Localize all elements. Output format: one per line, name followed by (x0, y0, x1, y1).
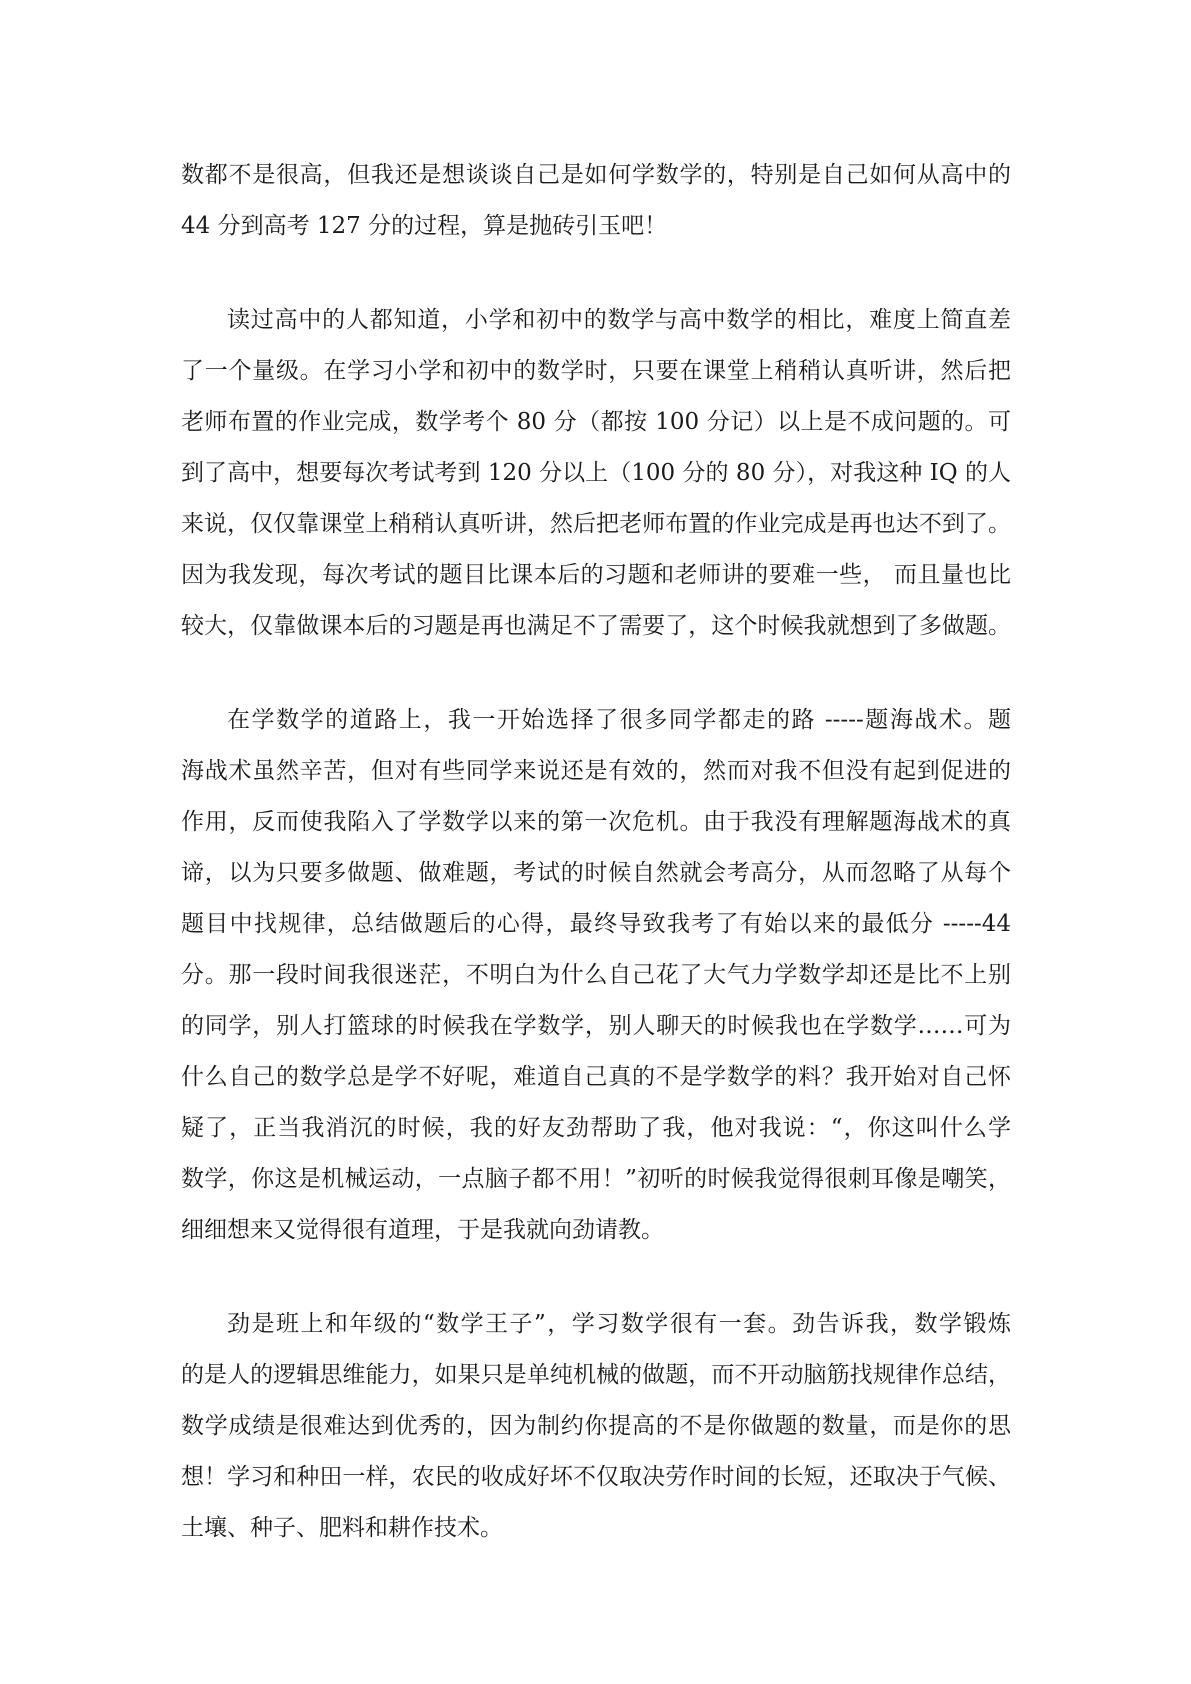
text-line: 较大，仅靠做课本后的习题是再也满足不了需要了，这个时候我就想到了多做题。 (181, 613, 1011, 639)
text-line: 读过高中的人都知道，小学和初中的数学与高中数学的相比，难度上简直差 (227, 307, 1011, 333)
text-line: 的是人的逻辑思维能力，如果只是单纯机械的做题，而不开动脑筋找规律作总结， (181, 1362, 1011, 1388)
text-line: 劲是班上和年级的“数学王子”，学习数学很有一套。劲告诉我，数学锻炼 (227, 1311, 1011, 1337)
text-line: 海战术虽然辛苦，但对有些同学来说还是有效的，然而对我不但没有起到促进的 (181, 758, 1011, 784)
text-line: 疑了，正当我消沉的时候，我的好友劲帮助了我，他对我说：“，你这叫什么学 (181, 1115, 1011, 1141)
text-line: 土壤、种子、肥料和耕作技术。 (181, 1515, 503, 1541)
text-line: 想！学习和种田一样，农民的收成好坏不仅取决劳作时间的长短，还取决于气候、 (181, 1464, 1011, 1490)
paragraph-2 (181, 295, 1011, 652)
text-line: 因为我发现，每次考试的题目比课本后的习题和老师讲的要难一些， 而且量也比 (181, 562, 1011, 588)
text-line: 来说，仅仅靠课堂上稍稍认真听讲，然后把老师布置的作业完成是再也达不到了。 (181, 511, 1011, 537)
text-line: 细细想来又觉得很有道理，于是我就向劲请教。 (181, 1217, 664, 1243)
text-line: 了一个量级。在学习小学和初中的数学时，只要在课堂上稍稍认真听讲，然后把 (181, 358, 1011, 384)
text-line: 老师布置的作业完成，数学考个 80 分（都按 100 分记）以上是不成问题的。可 (181, 409, 1011, 435)
text-line: 什么自己的数学总是学不好呢，难道自己真的不是学数学的料？我开始对自己怀 (181, 1064, 1011, 1090)
text-line: 谛，以为只要多做题、做难题，考试的时候自然就会考高分，从而忽略了从每个 (181, 860, 1011, 886)
text-line: 分。那一段时间我很迷茫，不明白为什么自己花了大气力学数学却还是比不上别 (181, 962, 1011, 988)
paragraph-3 (181, 695, 1011, 1256)
text-line: 数都不是很高，但我还是想谈谈自己是如何学数学的，特别是自己如何从高中的 (181, 162, 1011, 188)
text-line: 的同学，别人打篮球的时候我在学数学，别人聊天的时候我也在学数学……可为 (181, 1013, 1011, 1039)
text-line: 数学成绩是很难达到优秀的，因为制约你提高的不是你做题的数量，而是你的思 (181, 1413, 1011, 1439)
text-line: 在学数学的道路上，我一开始选择了很多同学都走的路 -----题海战术。题 (227, 707, 1011, 733)
text-line: 数学，你这是机械运动，一点脑子都不用！”初听的时候我觉得很刺耳像是嘲笑， (181, 1166, 1011, 1192)
paragraph-1 (181, 150, 1011, 252)
text-line: 到了高中，想要每次考试考到 120 分以上（100 分的 80 分），对我这种 IQ 的人 (181, 460, 1011, 486)
paragraph-4 (181, 1299, 1011, 1554)
text-line: 作用，反而使我陷入了学数学以来的第一次危机。由于我没有理解题海战术的真 (181, 809, 1011, 835)
document-body (181, 150, 1011, 1597)
text-line: 44 分到高考 127 分的过程，算是抛砖引玉吧！ (181, 213, 668, 239)
text-line: 题目中找规律，总结做题后的心得，最终导致我考了有始以来的最低分 -----44 (181, 911, 1011, 937)
